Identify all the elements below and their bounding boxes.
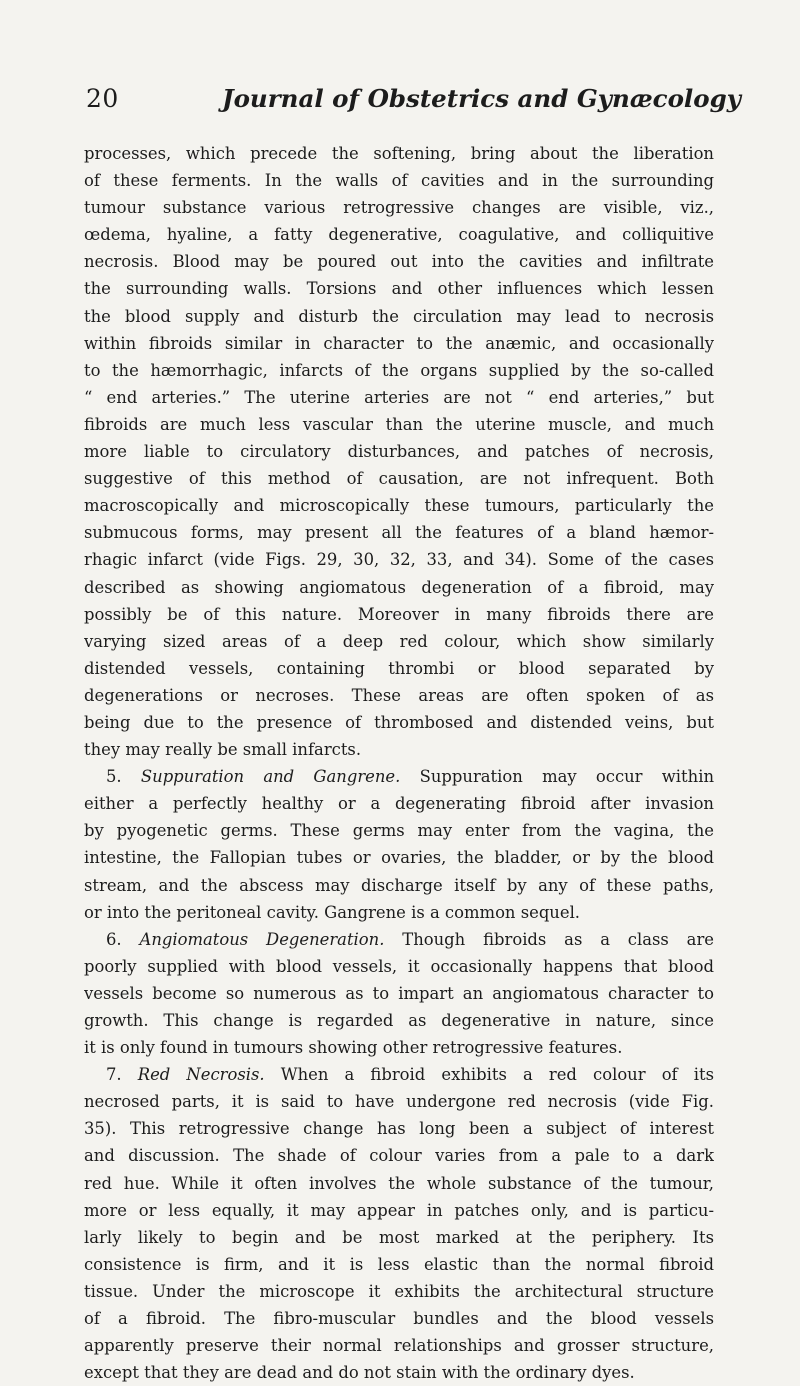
text-line: degenerations or necroses. These areas are often spoken of as [84, 685, 714, 705]
text-line: the surrounding walls. Torsions and other influences which lessen [84, 279, 714, 299]
section-first-line [84, 926, 714, 953]
text-line: of a fibroid. The fibro-muscular bundles and the blood vessels [84, 1309, 714, 1329]
text-line: either a perfectly healthy or a degenerating fibroid after invasion [84, 794, 714, 814]
text-line: red hue. While it often involves the whole substance of the tumour, [84, 1173, 714, 1193]
section-number: 5. [106, 767, 122, 787]
text-line: poorly supplied with blood vessels, it occasionally happens that blood [84, 956, 714, 976]
text-line: 35). This retrogressive change has long been a subject of interest [84, 1119, 714, 1139]
text-line: the blood supply and disturb the circulation may lead to necrosis [84, 306, 714, 326]
text-line: macroscopically and microscopically these tumours, particularly the [84, 496, 714, 516]
section-first-line-text: When a fibroid exhibits a red colour of its [280, 1065, 714, 1085]
section-number: 6. [106, 929, 122, 949]
text-line: except that they are dead and do not stain with the ordinary dyes. [84, 1363, 635, 1383]
section-title: Angiomatous Degeneration. [139, 929, 385, 949]
text-line: more or less equally, it may appear in patches only, and is particu- [84, 1200, 714, 1220]
text-line: tumour substance various retrogressive changes are visible, viz., [84, 198, 714, 218]
text-line: necrosed parts, it is said to have undergone red necrosis (vide Fig. [84, 1092, 714, 1112]
page-number: 20 [86, 84, 119, 113]
text-line: apparently preserve their normal relationships and grosser structure, [84, 1336, 714, 1356]
text-line: being due to the presence of thrombosed and distended veins, but [84, 712, 714, 732]
section-suppuration [84, 763, 714, 926]
text-line: processes, which precede the softening, bring about the liberation [84, 144, 714, 163]
section-title: Red Necrosis. [137, 1065, 265, 1085]
text-line: distended vessels, containing thrombi or blood separated by [84, 658, 714, 678]
section-angiomatous [84, 926, 714, 1061]
text-line: by pyogenetic germs. These germs may enter from the vagina, the [84, 821, 714, 841]
text-line: possibly be of this nature. Moreover in many fibroids there are [84, 604, 714, 624]
text-line: to the hæmorrhagic, infarcts of the organs supplied by the so-called [84, 360, 714, 380]
section-first-line [84, 763, 714, 790]
text-line: consistence is firm, and it is less elastic than the normal fibroid [84, 1254, 714, 1274]
text-line: more liable to circulatory disturbances, and patches of necrosis, [84, 442, 714, 462]
section-first-line-text: Though fibroids as a class are [402, 929, 714, 949]
text-line: intestine, the Fallopian tubes or ovaries, the bladder, or by the blood [84, 848, 714, 868]
text-line: larly likely to begin and be most marked at the periphery. Its [84, 1227, 714, 1247]
text-line: vessels become so numerous as to impart an angiomatous character to [84, 983, 714, 1003]
text-line: described as showing angiomatous degeneration of a fibroid, may [84, 577, 714, 597]
text-line: it is only found in tumours showing other retrogressive features. [84, 1038, 623, 1058]
section-number: 7. [106, 1065, 122, 1085]
text-line: stream, and the abscess may discharge itself by any of these paths, [84, 875, 714, 895]
text-line: they may really be small infarcts. [84, 740, 362, 760]
text-line: and discussion. The shade of colour varies from a pale to a dark [84, 1146, 714, 1166]
paragraph-necrosis [84, 140, 714, 763]
text-line: varying sized areas of a deep red colour, which show similarly [84, 631, 714, 651]
text-line: “ end arteries.” The uterine arteries are not “ end arteries,” but [84, 387, 714, 407]
text-line: suggestive of this method of causation, are not infrequent. Both [84, 469, 714, 489]
section-first-line-text: Suppuration may occur within [419, 767, 714, 787]
text-line: necrosis. Blood may be poured out into the cavities and infiltrate [84, 252, 714, 272]
text-line: within fibroids similar in character to the anæmic, and occasionally [84, 333, 714, 353]
text-line: œdema, hyaline, a fatty degenerative, coagulative, and colliquitive [84, 225, 714, 245]
text-line: growth. This change is regarded as degenerative in nature, since [84, 1011, 714, 1030]
section-first-line [84, 1061, 714, 1088]
text-line: or into the peritoneal cavity. Gangrene is a common sequel. [84, 902, 581, 922]
text-line: of these ferments. In the walls of cavities and in the surrounding [84, 171, 714, 191]
text-line: fibroids are much less vascular than the uterine muscle, and much [84, 414, 714, 434]
section-red-necrosis [84, 1061, 714, 1386]
running-title: Journal of Obstetrics and Gynæcology [222, 84, 741, 113]
text-line: rhagic infarct (vide Figs. 29, 30, 32, 33, and 34). Some of the cases [84, 550, 714, 570]
text-line: submucous forms, may present all the features of a bland hæmor- [84, 523, 714, 543]
body-text [84, 140, 714, 1386]
section-title: Suppuration and Gangrene. [140, 767, 401, 787]
text-line: tissue. Under the microscope it exhibits the architectural structure [84, 1281, 714, 1301]
page-header [0, 84, 800, 124]
